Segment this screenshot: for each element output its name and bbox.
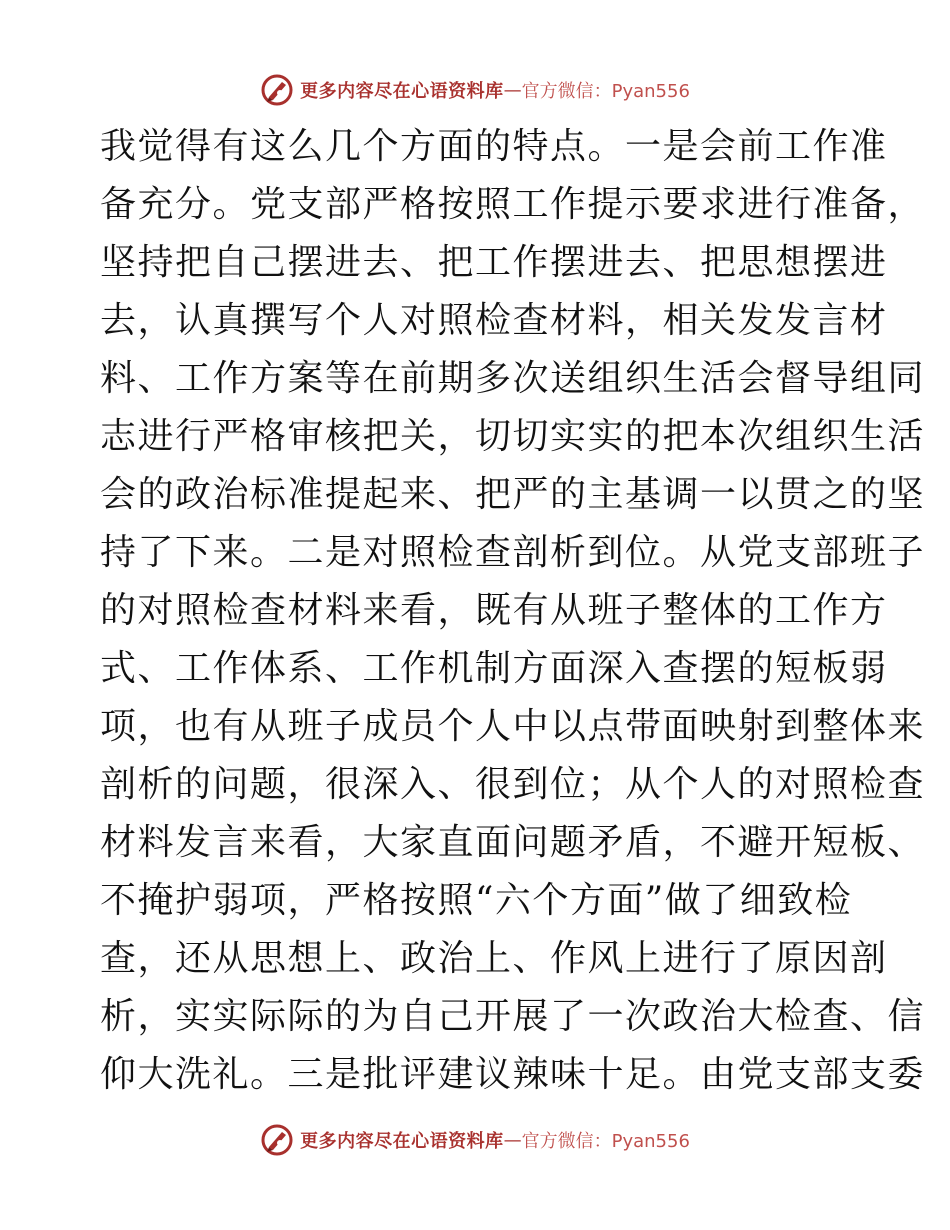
text-line: 持了下来。二是对照检查剖析到位。从党支部班子 [100,532,926,573]
text-line: 会的政治标准提起来、把严的主基调一以贯之的坚 [100,474,926,515]
document-body [100,118,926,1104]
text-line: 仰大洗礼。三是批评建议辣味十足。由党支部支委 [100,1054,926,1095]
text-line: 志进行严格审核把关，切切实实的把本次组织生活 [100,416,926,457]
text-line: 不掩护弱项，严格按照“六个方面”做了细致检 [100,880,853,921]
text-line: 式、工作体系、工作机制方面深入查摆的短板弱 [100,648,888,689]
banner-wechat: 官方微信：Pyan556 [521,1131,690,1152]
pen-logo-icon [260,1123,294,1157]
text-line: 去，认真撰写个人对照检查材料，相关发发言材 [100,300,888,341]
text-line: 剖析的问题，很深入、很到位；从个人的对照检查 [100,764,926,805]
text-line: 查，还从思想上、政治上、作风上进行了原因剖 [100,938,888,979]
pen-logo-icon [260,73,294,107]
banner-separator: — [503,79,522,101]
text-line: 我觉得有这么几个方面的特点。一是会前工作准 [100,126,888,167]
banner-wechat: 官方微信：Pyan556 [521,81,690,102]
text-line: 项，也有从班子成员个人中以点带面映射到整体来 [100,706,926,747]
text-line: 备充分。党支部严格按照工作提示要求进行准备， [100,184,926,225]
banner-separator: — [503,1129,522,1151]
footer-banner [0,1120,950,1160]
text-line: 析，实实际际的为自己开展了一次政治大检查、信 [100,996,926,1037]
text-line: 材料发言来看，大家直面问题矛盾，不避开短板、 [100,822,926,863]
text-line: 料、工作方案等在前期多次送组织生活会督导组同 [100,358,926,399]
banner-title: 更多内容尽在心语资料库 [300,1131,504,1152]
text-line: 坚持把自己摆进去、把工作摆进去、把思想摆进 [100,242,888,283]
text-line: 的对照检查材料来看，既有从班子整体的工作方 [100,590,888,631]
header-banner [0,70,950,110]
banner-title: 更多内容尽在心语资料库 [300,81,504,102]
